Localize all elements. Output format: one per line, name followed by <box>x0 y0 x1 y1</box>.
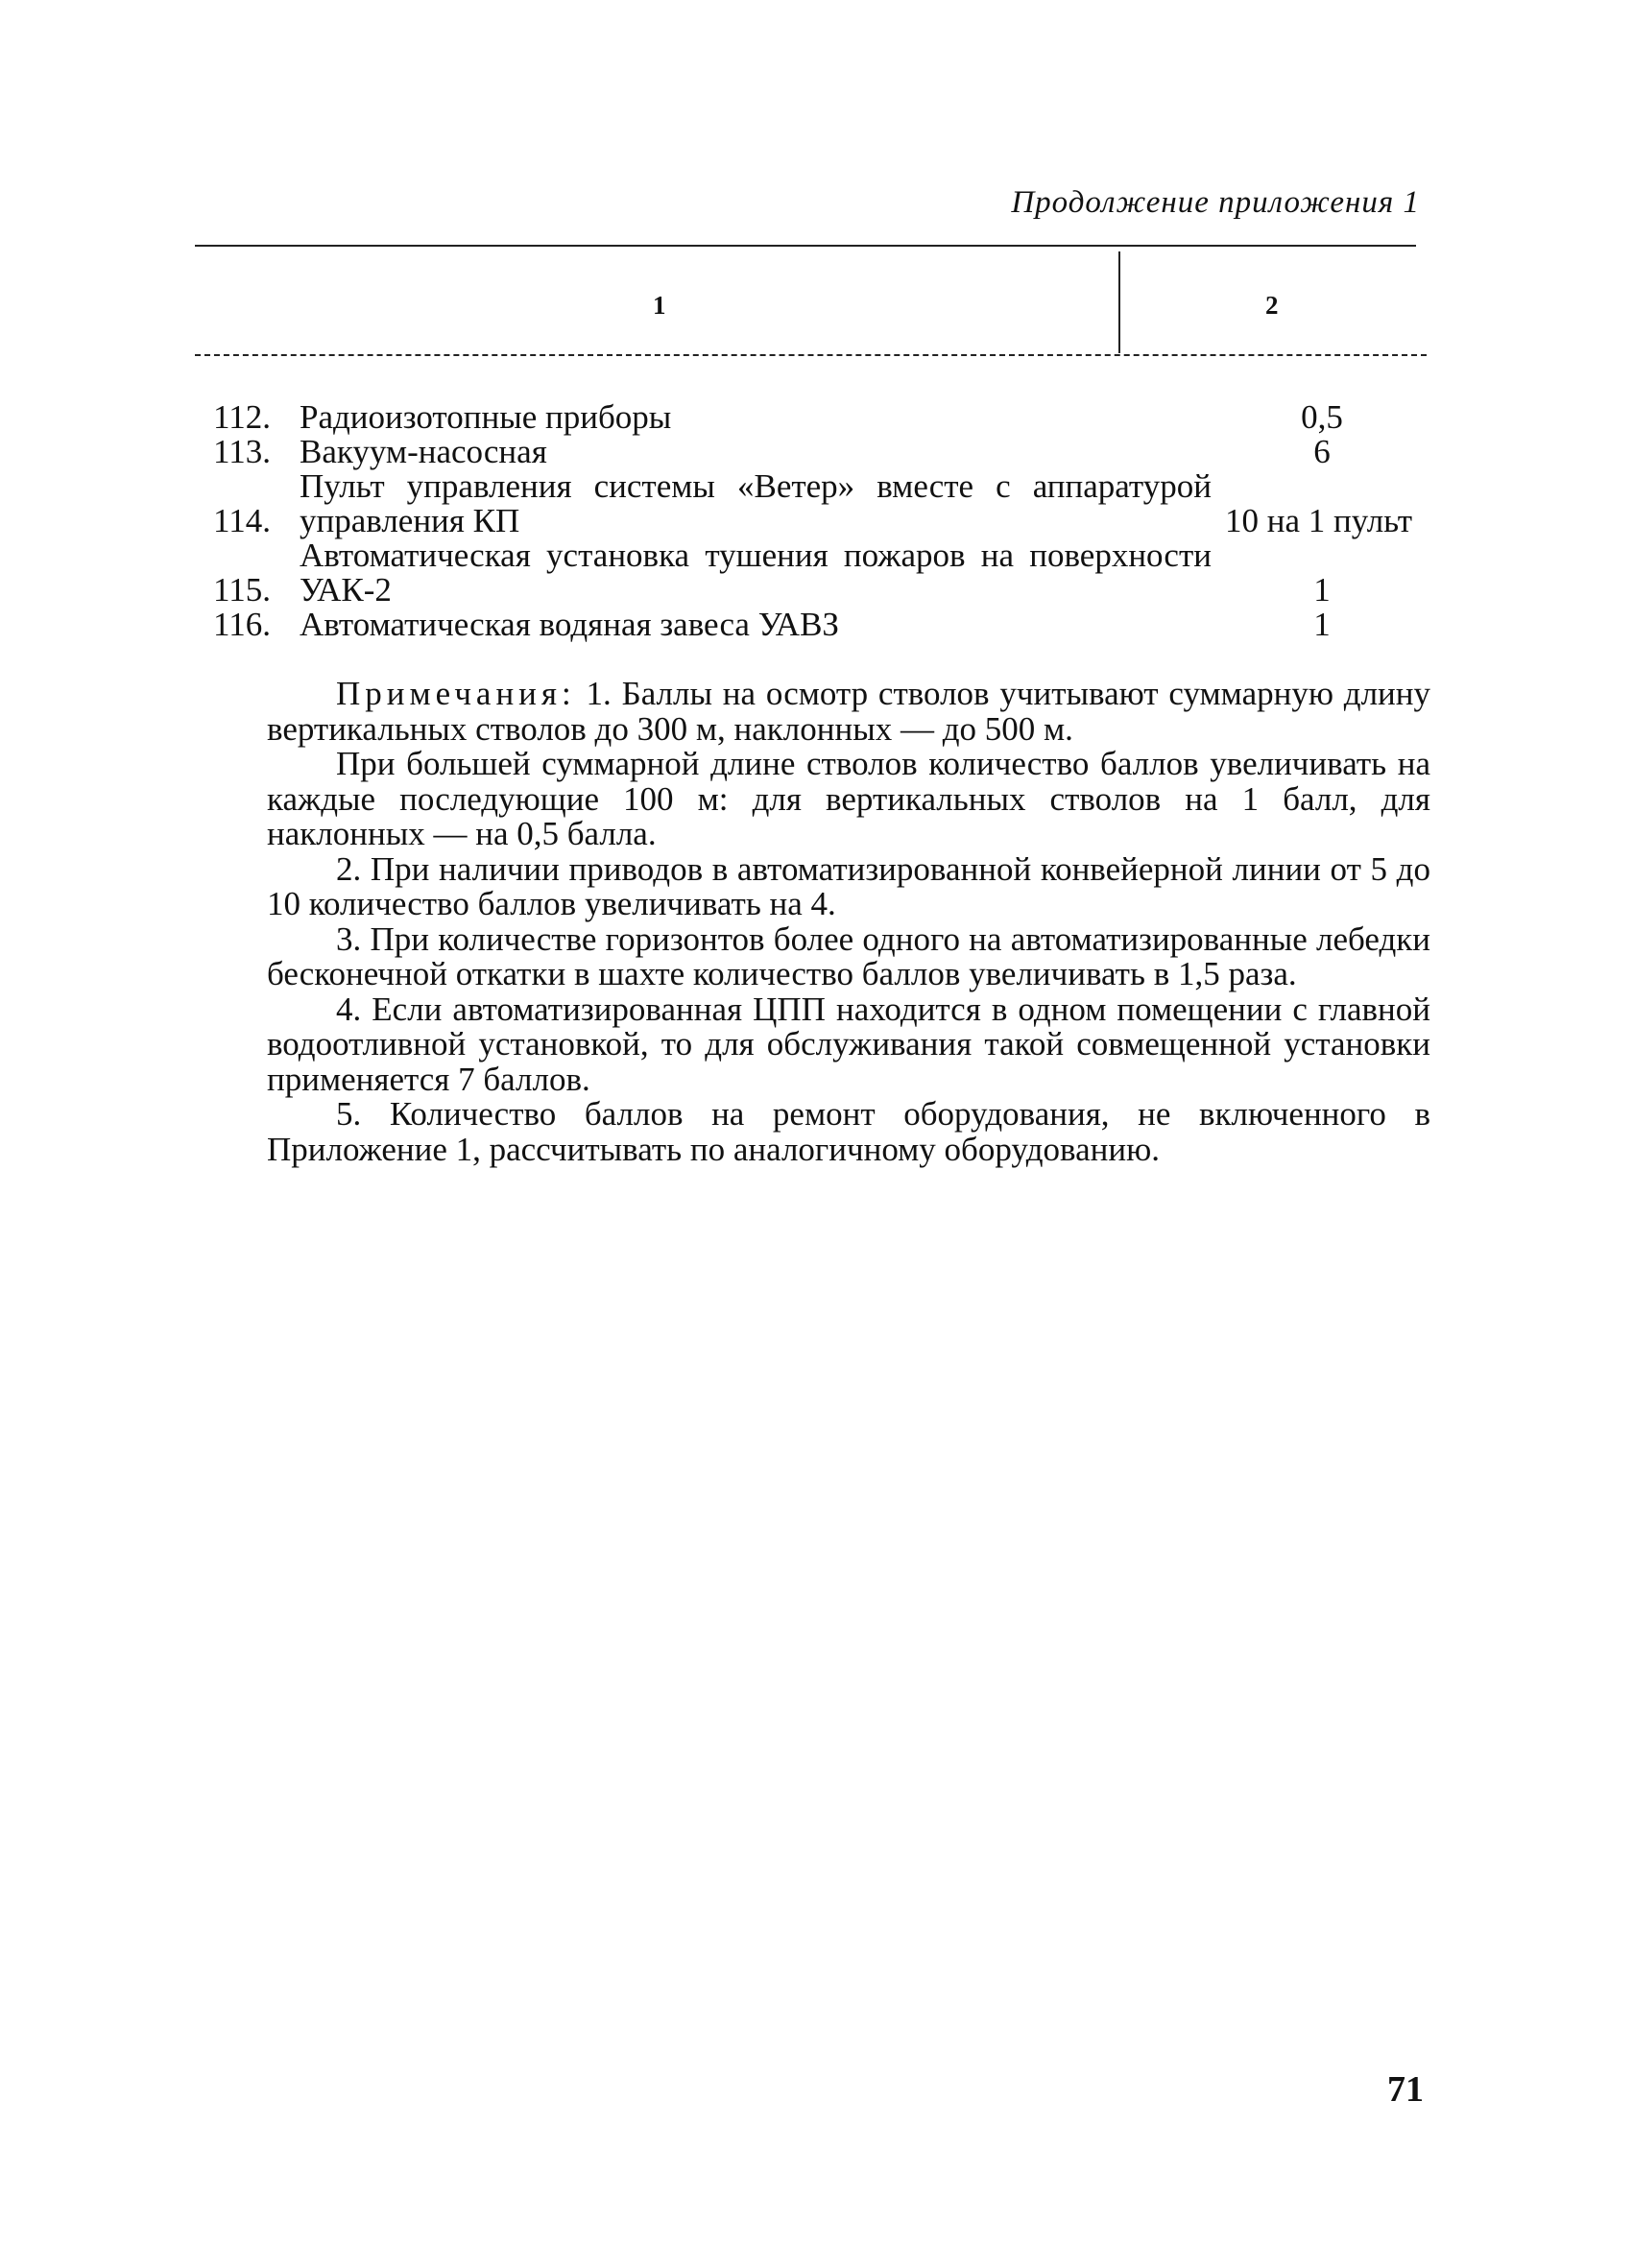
table-row <box>213 608 1432 642</box>
row-number: 115. <box>213 571 271 609</box>
row-name: Пульт управления системы «Ветер» вместе с аппаратурой управления КП <box>300 467 1212 539</box>
page-header-title: Продолжение приложения 1 <box>1011 185 1420 220</box>
row-name: Вакуум-насосная <box>300 433 547 470</box>
table-column-header-1: 1 <box>653 291 666 320</box>
table-row <box>213 400 1432 435</box>
row-name: Автоматическая установка тушения пожаров на поверхности УАК-2 <box>300 537 1212 609</box>
table-column-header-2: 2 <box>1265 291 1279 320</box>
row-value: 1 <box>1313 606 1331 643</box>
row-value: 6 <box>1313 433 1331 470</box>
table-top-rule <box>195 245 1416 247</box>
table-header-bottom-rule <box>195 354 1427 356</box>
row-number: 113. <box>213 433 271 470</box>
note-paragraph: 4. Если автоматизированная ЦПП находится в одном помещении с главной водоотливной установкой, то для обслуживания такой совмещенной установки применяется 7 баллов. <box>267 990 1430 1098</box>
page-number: 71 <box>1387 2069 1424 2110</box>
table-row <box>213 435 1432 469</box>
row-value: 1 <box>1313 571 1331 609</box>
note-text: 1. Баллы на осмотр стволов учитывают суммарную длину вертикальных стволов до 300 м, наклонных — до 500 м. <box>267 675 1431 748</box>
table-row <box>213 538 1432 608</box>
row-number: 112. <box>213 398 271 436</box>
note-paragraph: 5. Количество баллов на ремонт оборудования, не включенного в Приложение 1, рассчитывать по аналогичному оборудованию. <box>267 1095 1430 1168</box>
table-row <box>213 469 1432 538</box>
note-paragraph: При большей суммарной длине стволов количество баллов увеличивать на каждые последующие 100 м: для вертикальных стволов на 1 балл, для наклонных — на 0,5 балла. <box>267 745 1430 852</box>
notes-label: Примечания: <box>336 675 576 712</box>
table-column-divider <box>1118 251 1120 353</box>
row-value: 10 на 1 пульт <box>1225 502 1413 539</box>
note-paragraph: 3. При количестве горизонтов более одного на автоматизированные лебедки бесконечной откатки в шахте количество баллов увеличивать в 1,5 раза. <box>267 919 1430 992</box>
row-value: 0,5 <box>1301 398 1343 436</box>
row-name: Автоматическая водяная завеса УАВЗ <box>300 606 839 643</box>
row-name: Радиоизотопные приборы <box>300 398 672 436</box>
note-paragraph: 2. При наличии приводов в автоматизированной конвейерной линии от 5 до 10 количество баллов увеличивать на 4. <box>267 849 1430 922</box>
table-body <box>213 400 1432 642</box>
row-number: 116. <box>213 606 271 643</box>
note-paragraph <box>267 677 1430 747</box>
notes-block <box>267 677 1430 1167</box>
row-number: 114. <box>213 502 271 539</box>
